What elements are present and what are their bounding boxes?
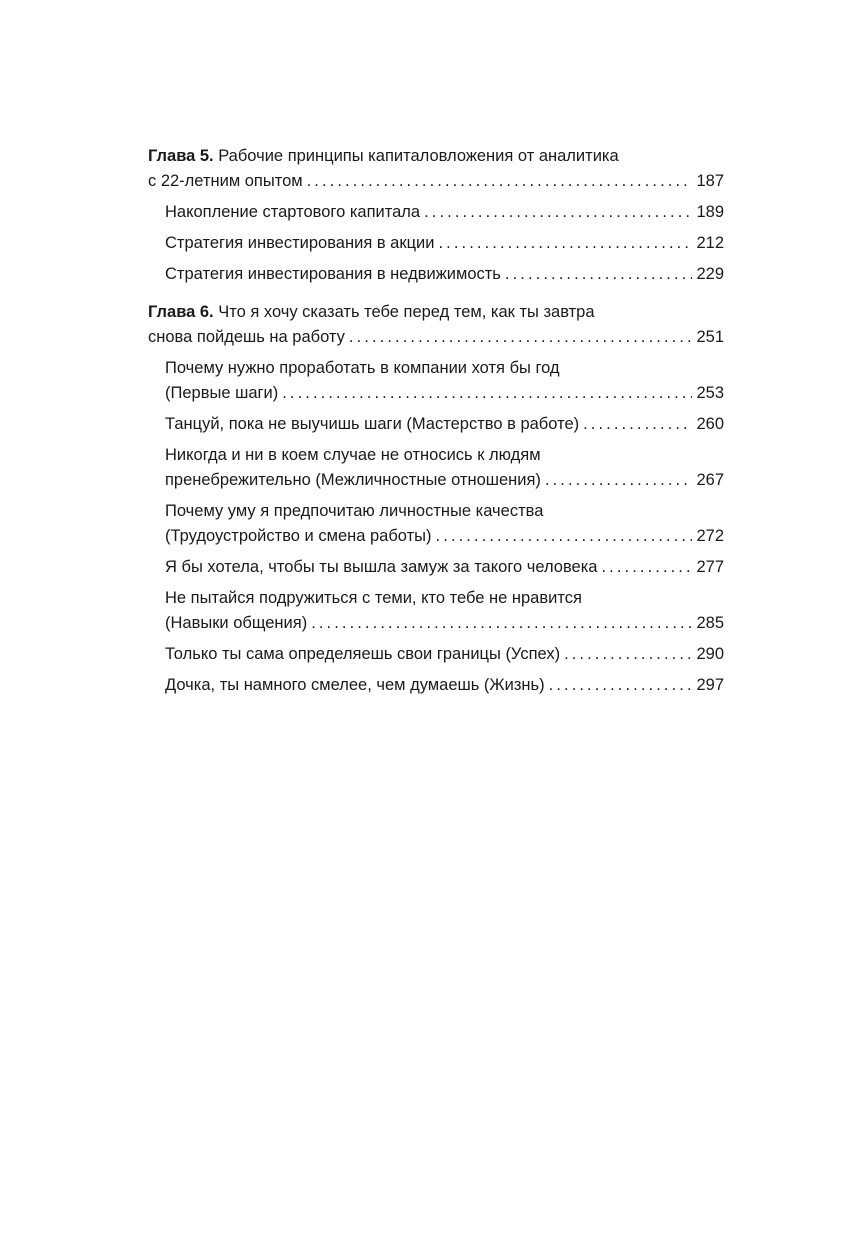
- entry-title: Я бы хотела, чтобы ты вышла замуж за такого человека: [165, 558, 598, 576]
- page-number: 285: [696, 614, 724, 632]
- table-of-contents: [148, 144, 724, 704]
- toc-entry: [148, 673, 724, 698]
- chapter-title-line-2: [148, 169, 724, 194]
- chapter-title-line-1: [148, 300, 724, 325]
- toc-entry: [148, 262, 724, 287]
- page-number: 189: [696, 203, 724, 221]
- entry-title-line-1: Почему уму я предпочитаю личностные качества: [165, 502, 544, 520]
- page-number: 187: [696, 172, 724, 190]
- dot-leader: [505, 262, 693, 287]
- chapter-title-line-1: [148, 144, 724, 169]
- dot-leader: [307, 169, 693, 194]
- dot-leader: [311, 611, 692, 636]
- entry-title: Стратегия инвестирования в недвижимость: [165, 265, 501, 283]
- page-number: 260: [696, 415, 724, 433]
- toc-entry: [148, 642, 724, 667]
- chapter-5: [148, 144, 724, 194]
- toc-entry: [148, 356, 724, 406]
- dot-leader: [583, 412, 692, 437]
- chapter-title-line-2: [148, 325, 724, 350]
- page-number: 272: [696, 527, 724, 545]
- entry-title-line-1: Не пытайся подружиться с теми, кто тебе не нравится: [165, 589, 582, 607]
- chapter-title-continuation: снова пойдешь на работу: [148, 328, 345, 346]
- toc-entry: [148, 499, 724, 549]
- page-number: 277: [696, 558, 724, 576]
- page-number: 212: [696, 234, 724, 252]
- dot-leader: [545, 468, 693, 493]
- entry-title: Танцуй, пока не выучишь шаги (Мастерство в работе): [165, 415, 580, 433]
- page-number: 229: [696, 265, 724, 283]
- entry-title-line-2: (Трудоустройство и смена работы): [165, 527, 432, 545]
- entry-title: Дочка, ты намного смелее, чем думаешь (Жизнь): [165, 676, 545, 694]
- page-number: 251: [696, 328, 724, 346]
- toc-entry: [148, 231, 724, 256]
- chapter-title-text: Что я хочу сказать тебе перед тем, как ты завтра: [213, 303, 595, 321]
- dot-leader: [564, 642, 692, 667]
- page-number: 297: [696, 676, 724, 694]
- toc-entry: [148, 555, 724, 580]
- entry-title-line-2: пренебрежительно (Межличностные отношения): [165, 471, 541, 489]
- page-number: 290: [696, 645, 724, 663]
- chapter-label: Глава 5.: [148, 147, 214, 165]
- entry-title: Накопление стартового капитала: [165, 203, 421, 221]
- entry-title-line-1: Никогда и ни в коем случае не относись к людям: [165, 446, 541, 464]
- dot-leader: [424, 200, 692, 225]
- dot-leader: [549, 673, 693, 698]
- entry-title-line-2: (Навыки общения): [165, 614, 308, 632]
- toc-entry: [148, 412, 724, 437]
- page-number: 267: [696, 471, 724, 489]
- chapter-title-text: Рабочие принципы капиталовложения от аналитика: [213, 147, 619, 165]
- page-number: 253: [696, 384, 724, 402]
- chapter-label: Глава 6.: [148, 303, 214, 321]
- entry-title: Только ты сама определяешь свои границы (Успех): [165, 645, 561, 663]
- dot-leader: [601, 555, 692, 580]
- chapter-title-continuation: с 22-летним опытом: [148, 172, 303, 190]
- entry-title-line-1: Почему нужно проработать в компании хотя бы год: [165, 359, 560, 377]
- dot-leader: [282, 381, 692, 406]
- toc-entry: [148, 200, 724, 225]
- dot-leader: [349, 325, 693, 350]
- toc-entry: [148, 443, 724, 493]
- chapter-6: [148, 300, 724, 350]
- toc-entry: [148, 586, 724, 636]
- dot-leader: [438, 231, 692, 256]
- entry-title-line-2: (Первые шаги): [165, 384, 279, 402]
- dot-leader: [436, 524, 693, 549]
- entry-title: Стратегия инвестирования в акции: [165, 234, 435, 252]
